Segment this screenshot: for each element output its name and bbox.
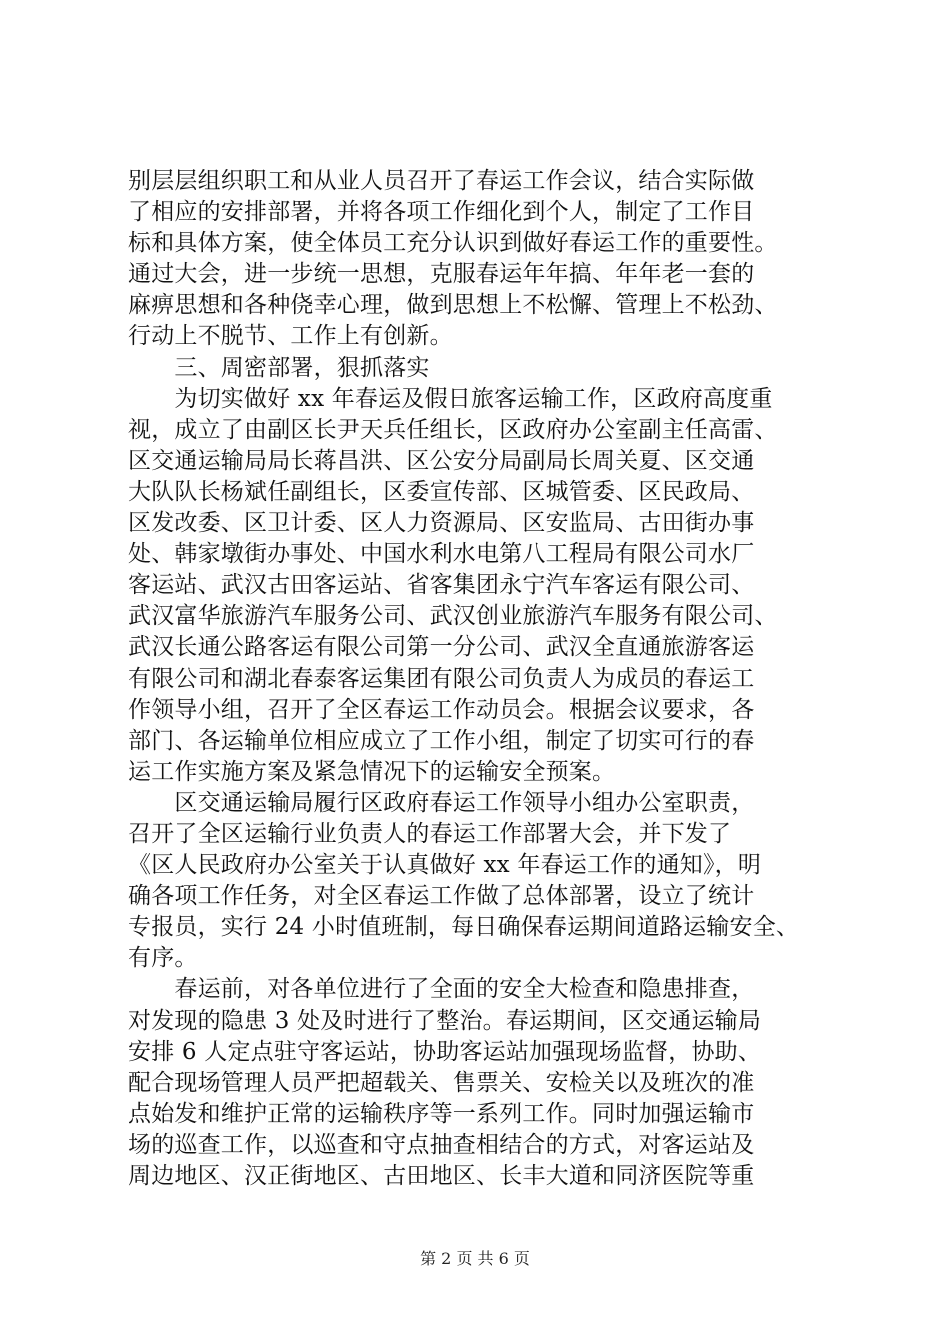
text-line: 大队队长杨斌任副组长，区委宣传部、区城管委、区民政局、 (128, 478, 755, 505)
text-line: 区交通运输局履行区政府春运工作领导小组办公室职责， (128, 789, 755, 816)
text-line: 点始发和维护正常的运输秩序等一系列工作。同时加强运输市 (128, 1100, 755, 1127)
text-line: 《区人民政府办公室关于认真做好 xx 年春运工作的通知》，明 (128, 852, 762, 879)
text-line: 确各项工作任务，对全区春运工作做了总体部署，设立了统计 (128, 883, 755, 910)
text-line: 行动上不脱节、工作上有创新。 (128, 323, 453, 350)
text-line: 通过大会，进一步统一思想，克服春运年年搞、年年老一套的 (128, 261, 755, 288)
text-line: 场的巡查工作，以巡查和守点抽查相结合的方式，对客运站及 (128, 1131, 755, 1158)
text-line: 武汉长通公路客运有限公司第一分公司、武汉全直通旅游客运 (128, 634, 755, 661)
text-line: 麻痹思想和各种侥幸心理，做到思想上不松懈、管理上不松劲、 (128, 292, 778, 319)
text-line: 召开了全区运输行业负责人的春运工作部署大会，并下发了 (128, 820, 732, 847)
body-text (128, 166, 840, 1192)
text-line: 专报员，实行 24 小时值班制，每日确保春运期间道路运输安全、 (128, 914, 800, 941)
text-line: 作领导小组，召开了全区春运工作动员会。根据会议要求，各 (128, 696, 755, 723)
section-heading: 三、周密部署，狠抓落实 (128, 354, 430, 381)
page-footer: 第 2 页 共 6 页 (420, 1249, 530, 1268)
text-line: 客运站、武汉古田客运站、省客集团永宁汽车客运有限公司、 (128, 572, 755, 599)
text-line: 区交通运输局局长蒋昌洪、区公安分局副局长周关夏、区交通 (128, 447, 755, 474)
text-line: 了相应的安排部署，并将各项工作细化到个人，制定了工作目 (128, 199, 755, 226)
text-line: 春运前，对各单位进行了全面的安全大检查和隐患排查， (128, 976, 755, 1003)
text-line: 周边地区、汉正街地区、古田地区、长丰大道和同济医院等重 (128, 1163, 755, 1189)
text-line: 安排 6 人定点驻守客运站，协助客运站加强现场监督，协助、 (128, 1038, 762, 1065)
text-line: 区发改委、区卫计委、区人力资源局、区安监局、古田街办事 (128, 510, 755, 537)
text-line: 配合现场管理人员严把超载关、售票关、安检关以及班次的准 (128, 1069, 755, 1096)
text-line: 为切实做好 xx 年春运及假日旅客运输工作，区政府高度重 (128, 385, 773, 412)
text-line: 对发现的隐患 3 处及时进行了整治。春运期间，区交通运输局 (128, 1007, 762, 1034)
text-line: 标和具体方案，使全体员工充分认识到做好春运工作的重要性。 (128, 230, 778, 257)
text-line: 部门、各运输单位相应成立了工作小组，制定了切实可行的春 (128, 727, 755, 754)
text-line: 武汉富华旅游汽车服务公司、武汉创业旅游汽车服务有限公司、 (128, 603, 778, 630)
text-line: 别层层组织职工和从业人员召开了春运工作会议，结合实际做 (128, 168, 755, 194)
text-line: 运工作实施方案及紧急情况下的运输安全预案。 (128, 758, 616, 785)
text-line: 有限公司和湖北春泰客运集团有限公司负责人为成员的春运工 (128, 665, 755, 692)
text-line: 视，成立了由副区长尹天兵任组长，区政府办公室副主任高雷、 (128, 416, 778, 443)
text-line: 处、韩家墩街办事处、中国水利水电第八工程局有限公司水厂 (128, 541, 755, 568)
text-line: 有序。 (128, 945, 198, 972)
